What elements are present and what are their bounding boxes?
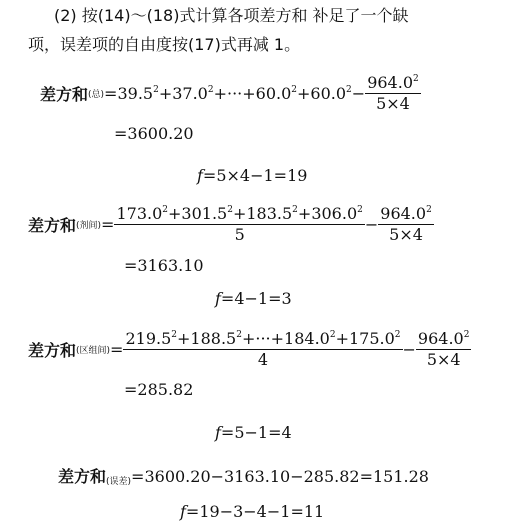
fraction-denominator: 5 [234,225,245,244]
total-ss-expression: $=39.5^2+37.0^2+\cdot\cdot\cdot+60.0^2+60.0^2-$ [104,84,366,103]
fraction-denominator: 4 [257,350,269,369]
treatment-ss-subscript: (剂间) [76,221,102,231]
fraction-numerator: 964.0$^2$ [367,73,419,92]
block-df: f=5−1=4 [215,423,292,442]
total-ss-subscript: (总) [88,90,105,100]
error-ss-expression: =3600.20−3163.10−285.82=151.28 [131,467,429,486]
error-ss-subscript: (误差) [106,477,132,487]
treatment-ss-correction-fraction [378,205,434,244]
fraction-numerator: 964.0$^2$ [417,329,470,348]
error-ss-equation [58,464,429,487]
block-ss-subscript: (区组间) [76,346,111,356]
error-ss-label: 差方和 [58,467,107,486]
fraction-numerator: $173.0^2+301.5^2+183.5^2+306.0^2$ [116,204,363,223]
total-ss-equation [40,74,421,113]
treatment-df: f=4−1=3 [215,289,292,308]
block-ss-equation [28,330,471,369]
block-ss-label: 差方和 [28,341,77,360]
fraction-numerator: 964.0$^2$ [380,204,432,223]
fraction-denominator: 5×4 [426,350,461,369]
total-ss-result: =3600.20 [114,124,194,143]
block-ss-minus: − [402,340,416,359]
total-df: f=5×4−1=19 [197,166,308,185]
fraction-numerator: $219.5^2+188.5^2+\cdot\cdot\cdot+184.0^2+175.0^2$ [125,329,401,348]
intro-line-2: 项，误差项的自由度按(17)式再减 1。 [28,35,301,54]
treatment-ss-result: =3163.10 [124,256,204,275]
treatment-ss-label: 差方和 [28,216,77,235]
block-ss-correction-fraction [416,330,472,369]
block-ss-result: =285.82 [124,380,194,399]
block-ss-equals: = [110,340,124,359]
total-ss-correction-fraction [365,74,421,113]
error-df: f=19−3−4−1=11 [180,502,325,521]
treatment-ss-equation [28,205,434,244]
fraction-denominator: 5×4 [376,94,410,113]
treatment-ss-minus: − [364,215,379,234]
intro-line-1: (2) 按(14)～(18)式计算各项差方和 补足了一个缺 [54,6,409,25]
fraction-denominator: 5×4 [389,225,423,244]
treatment-ss-equals: = [101,215,115,234]
block-ss-fraction [123,330,402,369]
treatment-ss-fraction [114,205,364,244]
total-ss-label: 差方和 [40,85,89,104]
